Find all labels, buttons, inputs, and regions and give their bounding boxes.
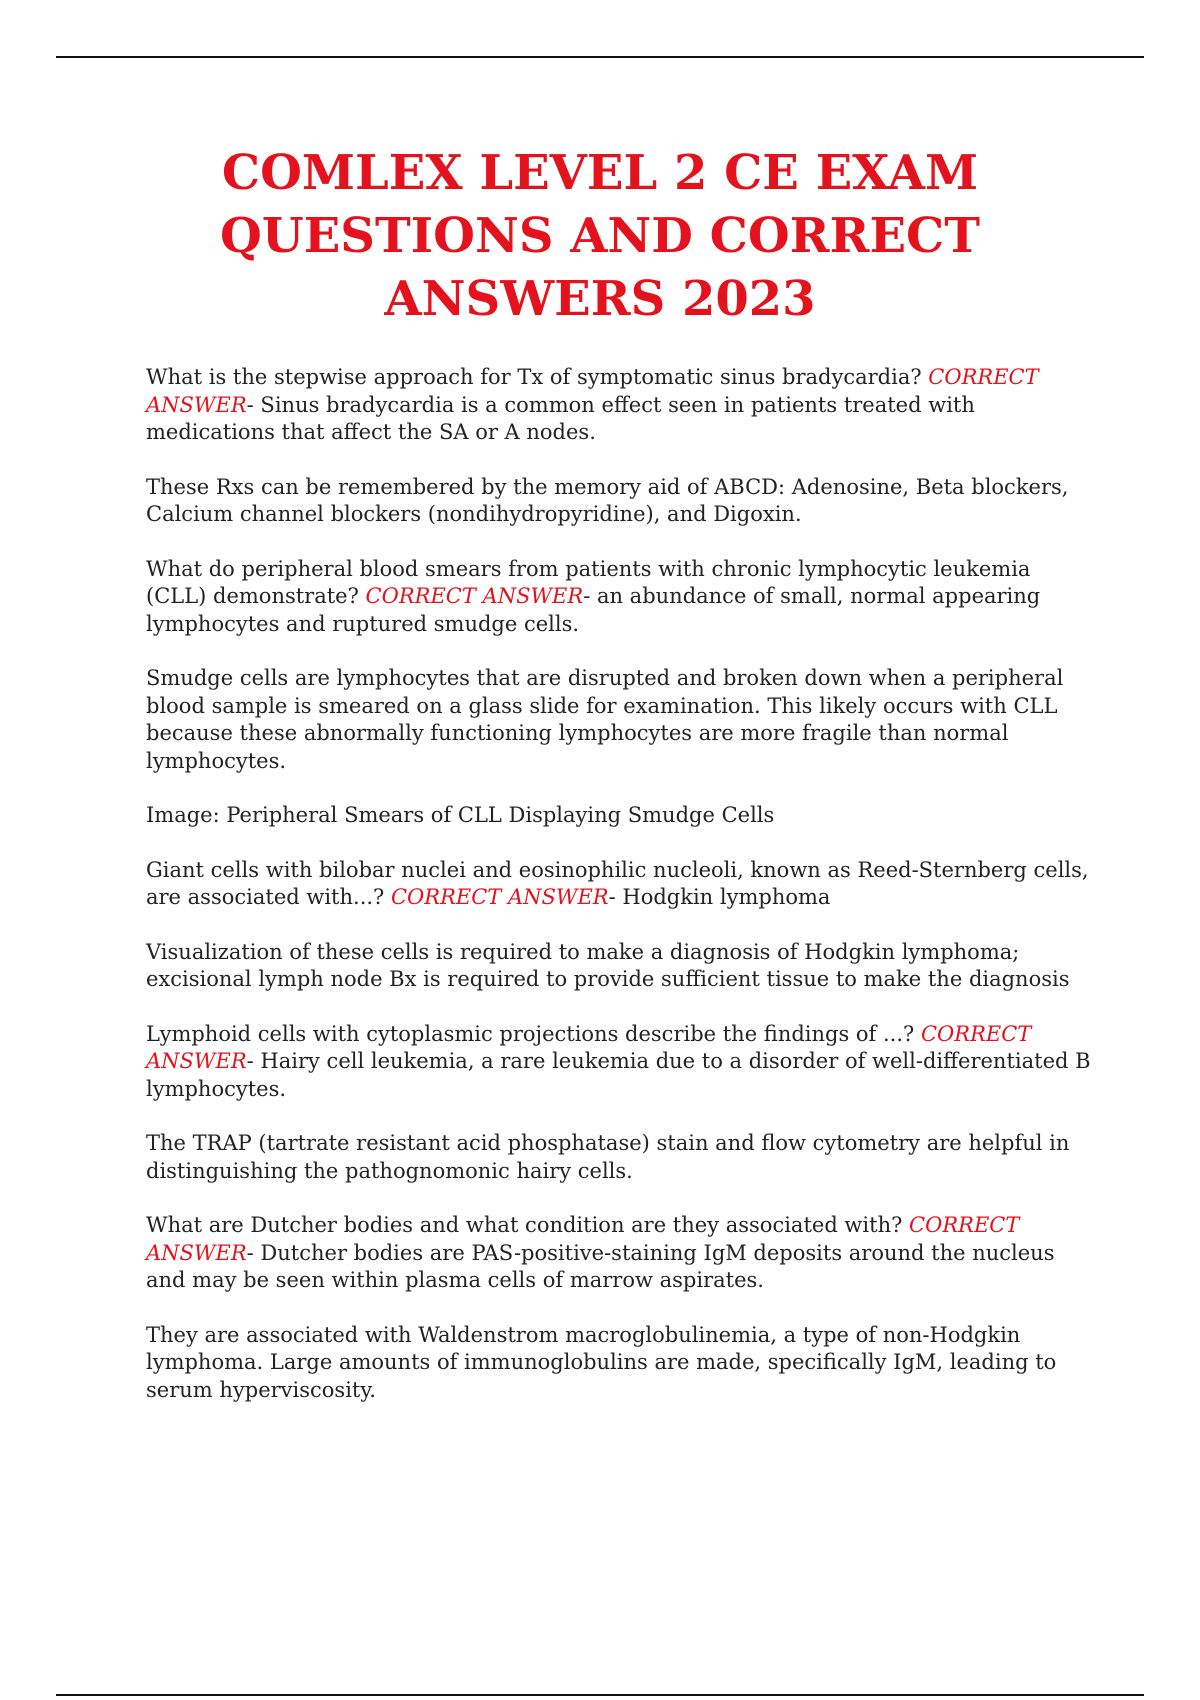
explanation-text: because these abnormally functioning lymphocytes are more fragile than normal xyxy=(146,721,1009,745)
explanation-paragraph-trap-stain xyxy=(146,1130,1096,1185)
explanation-paragraph-waldenstrom xyxy=(146,1322,1096,1405)
title-line-3: ANSWERS 2023 xyxy=(384,271,816,327)
qa-paragraph-cll-smear xyxy=(146,556,1096,639)
image-caption: Image: Peripheral Smears of CLL Displaying Smudge Cells xyxy=(146,803,775,827)
explanation-text: lymphoma. Large amounts of immunoglobulins are made, specifically IgM, leading to xyxy=(146,1350,1057,1374)
question-text: are associated with...? xyxy=(146,885,391,909)
answer-text: - Hodgkin lymphoma xyxy=(608,885,831,909)
question-text: Lymphoid cells with cytoplasmic projections describe the findings of ...? xyxy=(146,1021,921,1046)
answer-text: - an abundance of small, normal appearing xyxy=(583,584,1041,608)
explanation-text: blood sample is smeared on a glass slide for examination. This likely occurs with CLL xyxy=(146,693,1058,718)
qa-paragraph-reed-sternberg xyxy=(146,857,1096,912)
explanation-text: excisional lymph node Bx is required to provide sufficient tissue to make the diagnosis xyxy=(146,967,1070,991)
answer-text: lymphocytes and ruptured smudge cells. xyxy=(146,611,580,636)
question-text: (CLL) demonstrate? xyxy=(146,584,366,608)
question-text: Giant cells with bilobar nuclei and eosinophilic nucleoli, known as Reed-Sternberg cells, xyxy=(146,857,1089,882)
explanation-text: Smudge cells are lymphocytes that are disrupted and broken down when a peripheral xyxy=(146,666,1064,690)
correct-answer-label: CORRECT ANSWER xyxy=(390,885,609,909)
answer-text: lymphocytes. xyxy=(146,1076,287,1101)
explanation-text: Visualization of these cells is required to make a diagnosis of Hodgkin lymphoma; xyxy=(146,939,1020,964)
question-text: What are Dutcher bodies and what condition are they associated with? xyxy=(146,1213,910,1237)
document-title xyxy=(100,142,1100,331)
correct-label: CORRECT xyxy=(928,365,1039,389)
title-line-2: QUESTIONS AND CORRECT xyxy=(220,208,980,264)
answer-text: and may be seen within plasma cells of marrow aspirates. xyxy=(146,1268,764,1292)
title-line-1: COMLEX LEVEL 2 CE EXAM xyxy=(221,145,979,201)
explanation-text: The TRAP (tartrate resistant acid phosphatase) stain and flow cytometry are helpful in xyxy=(146,1131,1070,1155)
correct-label: CORRECT xyxy=(920,1021,1032,1046)
document-body xyxy=(146,364,1096,1431)
explanation-text: They are associated with Waldenstrom macroglobulinemia, a type of non-Hodgkin xyxy=(146,1322,1021,1347)
explanation-paragraph-smudge-cells xyxy=(146,665,1096,775)
top-divider xyxy=(56,56,1144,58)
explanation-text: distinguishing the pathognomonic hairy cells. xyxy=(146,1158,633,1183)
image-caption-paragraph xyxy=(146,802,1096,830)
question-text: What do peripheral blood smears from patients with chronic lymphocytic leukemia xyxy=(146,556,1031,581)
correct-label: CORRECT xyxy=(909,1213,1020,1237)
explanation-paragraph-abcd xyxy=(146,474,1096,529)
bottom-divider xyxy=(56,1694,1144,1696)
qa-paragraph-hairy-cell xyxy=(146,1021,1096,1104)
explanation-text: Calcium channel blockers (nondihydropyridine), and Digoxin. xyxy=(146,502,802,526)
explanation-text: These Rxs can be remembered by the memory aid of ABCD: Adenosine, Beta blockers, xyxy=(146,474,1069,499)
answer-label: ANSWER xyxy=(146,1240,247,1265)
qa-paragraph-sinus-bradycardia xyxy=(146,364,1096,447)
answer-text: - Hairy cell leukemia, a rare leukemia due to a disorder of well-differentiated B xyxy=(246,1049,1091,1073)
answer-text: medications that affect the SA or A nodes. xyxy=(146,420,596,444)
explanation-paragraph-hodgkin xyxy=(146,939,1096,994)
answer-text: - Sinus bradycardia is a common effect seen in patients treated with xyxy=(246,392,975,417)
qa-paragraph-dutcher-bodies xyxy=(146,1212,1096,1295)
answer-label: ANSWER xyxy=(146,392,247,417)
answer-label: ANSWER xyxy=(146,1049,247,1073)
question-text: What is the stepwise approach for Tx of symptomatic sinus bradycardia? xyxy=(146,365,929,389)
correct-answer-label: CORRECT ANSWER xyxy=(365,584,584,608)
answer-text: - Dutcher bodies are PAS-positive-staining IgM deposits around the nucleus xyxy=(246,1240,1055,1265)
explanation-text: serum hyperviscosity. xyxy=(146,1377,377,1402)
explanation-text: lymphocytes. xyxy=(146,748,287,773)
